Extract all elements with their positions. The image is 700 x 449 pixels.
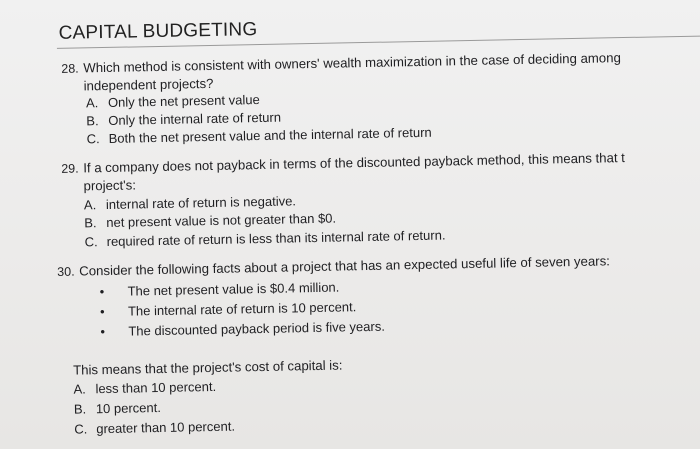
question-number: 28. <box>61 61 79 76</box>
q30-bullet-1 <box>99 280 339 300</box>
bullet-text: The discounted payback period is five years. <box>128 318 386 339</box>
question-28 <box>61 49 621 95</box>
q29-option-c <box>85 227 446 249</box>
q30-option-c <box>74 419 235 437</box>
bullet-icon: • <box>99 304 105 320</box>
question-number: 29. <box>61 161 79 176</box>
option-text: 10 percent. <box>95 399 162 417</box>
option-text: Only the net present value <box>107 92 260 110</box>
q28-option-c <box>87 125 432 147</box>
page-title: CAPITAL BUDGETING <box>58 19 258 44</box>
option-letter: B. <box>84 215 97 231</box>
question-number: 30. <box>57 264 75 279</box>
q29-option-b <box>84 211 336 231</box>
option-letter: A. <box>85 95 99 111</box>
option-text: Both the net present value and the internal rate of return <box>108 124 432 146</box>
question-30 <box>57 252 610 281</box>
option-letter: B. <box>73 401 87 417</box>
option-letter: C. <box>74 421 88 437</box>
option-letter: A. <box>73 381 86 397</box>
question-29 <box>61 149 625 195</box>
option-text: Only the internal rate of return <box>108 109 282 128</box>
q30-option-b <box>74 400 161 417</box>
q29-option-a <box>84 193 296 212</box>
option-letter: C. <box>84 234 98 250</box>
question-text: Which method is consistent with owners' wealth maximization in the case of deciding among <box>83 50 621 76</box>
bullet-text: The net present value is $0.4 million. <box>127 279 340 299</box>
question-text-continued: project's: <box>83 177 137 194</box>
bullet-text: The internal rate of return is 10 percent. <box>127 299 357 319</box>
q30-bullet-3 <box>100 319 385 339</box>
option-text: greater than 10 percent. <box>96 418 236 437</box>
q30-stem: This means that the project's cost of capital is: <box>72 357 343 378</box>
q30-option-a <box>73 379 216 397</box>
option-text: less than 10 percent. <box>95 378 217 397</box>
question-text: Consider the following facts about a project that has an expected useful life of seven years: <box>79 253 611 279</box>
option-letter: A. <box>83 197 97 213</box>
bullet-icon: • <box>100 324 106 340</box>
option-letter: B. <box>86 113 99 129</box>
q28-option-b <box>86 110 281 129</box>
question-text: If a company does not payback in terms of the discounted payback method, this means that t <box>83 150 626 176</box>
q30-bullet-2 <box>100 299 357 319</box>
q28-option-a <box>86 92 260 110</box>
option-text: required rate of return is less than its internal rate of return. <box>106 227 446 249</box>
option-text: net present value is not greater than $0. <box>106 210 337 230</box>
bullet-icon: • <box>99 284 105 300</box>
option-letter: C. <box>86 131 100 147</box>
question-text-continued: independent projects? <box>83 75 214 94</box>
option-text: internal rate of return is negative. <box>105 193 297 213</box>
